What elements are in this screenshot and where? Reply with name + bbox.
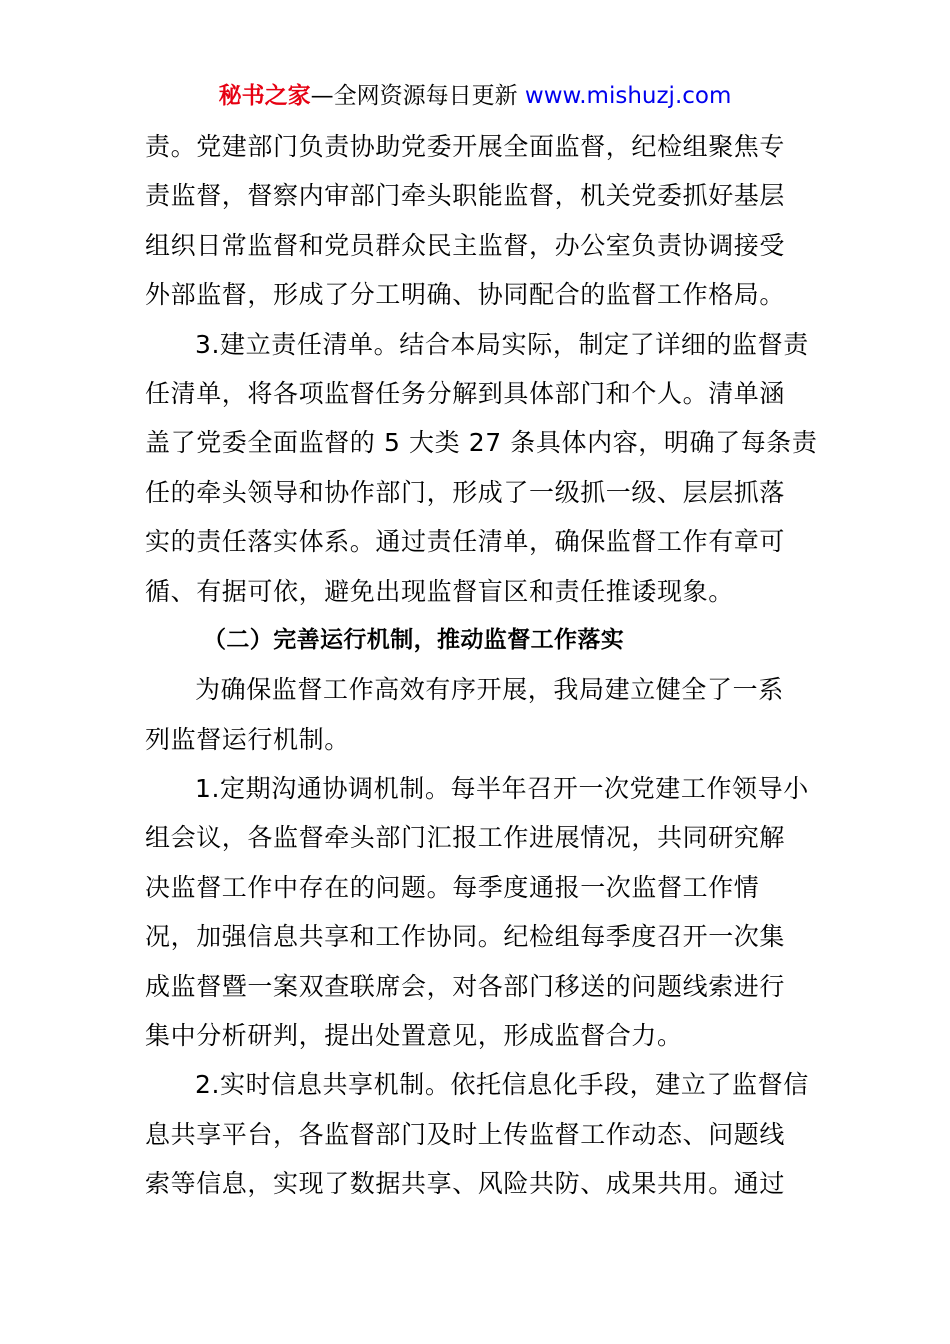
document-body <box>145 122 818 1209</box>
paragraph-line: 组会议，各监督牵头部门汇报工作进展情况，共同研究解 <box>145 823 786 853</box>
paragraph-line: 成监督暨一案双查联席会，对各部门移送的问题线索进行 <box>145 971 786 1001</box>
paragraph-line: 循、有据可依，避免出现监督盲区和责任推诿现象。 <box>145 576 734 606</box>
paragraph-line: 任清单，将各项监督任务分解到具体部门和个人。清单涵 <box>145 378 786 408</box>
paragraph-line: 为确保监督工作高效有序开展，我局建立健全了一系 <box>195 675 784 705</box>
site-header <box>0 80 950 112</box>
paragraph-line: 责。党建部门负责协助党委开展全面监督，纪检组聚焦专 <box>145 132 786 161</box>
paragraph-line: 实的责任落实体系。通过责任清单，确保监督工作有章可 <box>145 527 786 557</box>
paragraph-line: 息共享平台，各监督部门及时上传监督工作动态、问题线 <box>145 1119 786 1149</box>
paragraph-line: 1.定期沟通协调机制。每半年召开一次党建工作领导小 <box>195 774 809 804</box>
paragraph-line: 3.建立责任清单。结合本局实际，制定了详细的监督责 <box>195 329 809 359</box>
site-url[interactable]: www.mishuzj.com <box>524 83 732 109</box>
paragraph-line: 列监督运行机制。 <box>145 724 350 754</box>
header-tagline: —全网资源每日更新 <box>310 83 525 109</box>
paragraph-line: 责监督，督察内审部门牵头职能监督，机关党委抓好基层 <box>145 181 786 211</box>
brand-name: 秘书之家 <box>218 83 311 109</box>
paragraph-line: 况，加强信息共享和工作协同。纪检组每季度召开一次集 <box>145 922 786 952</box>
section-heading: （二）完善运行机制，推动监督工作落实 <box>203 626 625 653</box>
paragraph-line: 组织日常监督和党员群众民主监督，办公室负责协调接受 <box>145 230 786 260</box>
paragraph-line: 决监督工作中存在的问题。每季度通报一次监督工作情 <box>145 872 760 902</box>
paragraph-line: 盖了党委全面监督的 5 大类 27 条具体内容，明确了每条责 <box>145 428 818 458</box>
paragraph-line: 外部监督，形成了分工明确、协同配合的监督工作格局。 <box>145 280 786 310</box>
paragraph-line: 任的牵头领导和协作部门，形成了一级抓一级、层层抓落 <box>145 477 786 507</box>
paragraph-line: 集中分析研判，提出处置意见，形成监督合力。 <box>145 1021 683 1051</box>
paragraph-line: 索等信息，实现了数据共享、风险共防、成果共用。通过 <box>145 1169 786 1199</box>
paragraph-line: 2.实时信息共享机制。依托信息化手段，建立了监督信 <box>195 1070 809 1100</box>
